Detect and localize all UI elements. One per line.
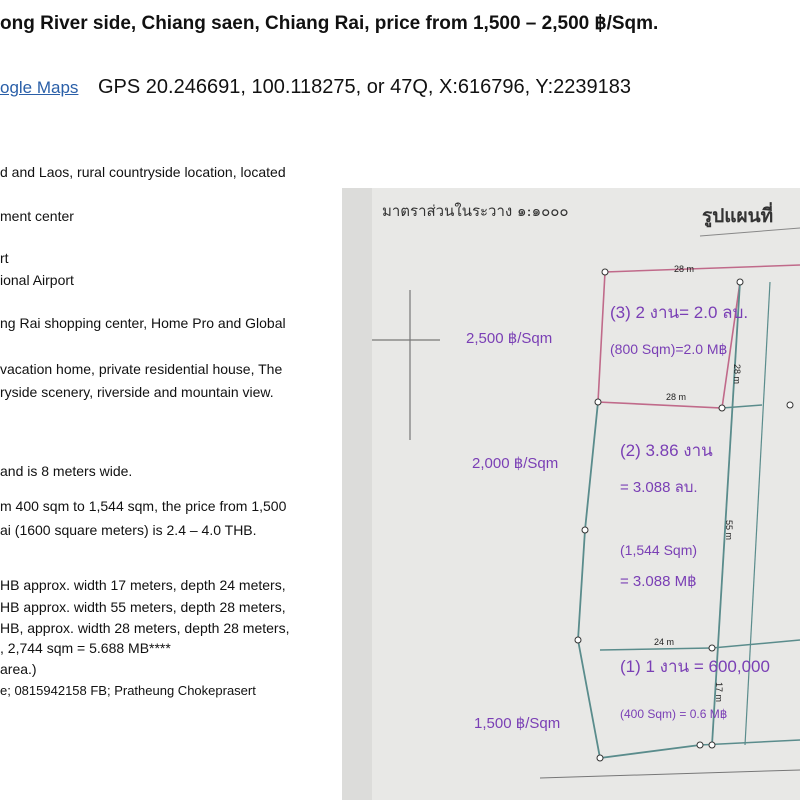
land-survey-map (342, 188, 800, 800)
gps-coordinates: GPS 20.246691, 100.118275, or 47Q, X:616796, Y:2239183 (98, 76, 632, 98)
dimension-label: 28 m (674, 264, 695, 274)
desc-line: HB approx. width 55 meters, depth 28 meters, (0, 599, 286, 615)
desc-line: HB, approx. width 28 meters, depth 28 meters, (0, 620, 290, 636)
dimension-label: 17 m (714, 682, 724, 703)
dimension-label: 55 m (724, 520, 734, 541)
plot1-price: (400 Sqm) = 0.6 M฿ (620, 707, 728, 721)
desc-line: rt (0, 250, 9, 266)
desc-line: vacation home, private residential house, The (0, 361, 283, 377)
dimension-label: 24 m (654, 637, 675, 647)
desc-line: , 2,744 sqm = 5.688 MB**** (0, 640, 171, 656)
dimension-label: 28 m (666, 392, 687, 402)
plot1-label: (1) 1 งาน = 600,000 (620, 657, 770, 676)
plot2-price: = 3.088 M฿ (620, 573, 697, 590)
page-title: ong River side, Chiang saen, Chiang Rai, price from 1,500 – 2,500 ฿/Sqm. (0, 13, 659, 34)
price-label-bottom: 1,500 ฿/Sqm (474, 715, 561, 732)
map-drawing (342, 188, 800, 800)
location-row (0, 76, 631, 99)
desc-line: area.) (0, 661, 37, 677)
desc-line: ment center (0, 208, 74, 224)
plot2-price-thai: = 3.088 ลบ. (620, 479, 698, 496)
plot2-area: (1,544 Sqm) (620, 542, 698, 558)
desc-line: ional Airport (0, 272, 74, 288)
map-scale-text: มาตราส่วนในระวาง ๑:๑๐๐๐ (382, 202, 569, 220)
map-header-text: รูปแผนที่ (702, 205, 774, 227)
dimension-label: 28 m (732, 364, 742, 385)
price-label-mid: 2,000 ฿/Sqm (472, 455, 559, 472)
desc-line: and is 8 meters wide. (0, 463, 133, 479)
desc-line: ai (1600 square meters) is 2.4 – 4.0 THB. (0, 522, 257, 538)
plot2-label: (2) 3.86 งาน (620, 441, 713, 460)
price-label-top: 2,500 ฿/Sqm (466, 330, 553, 347)
google-maps-link[interactable]: ogle Maps (0, 78, 79, 97)
desc-line: m 400 sqm to 1,544 sqm, the price from 1,500 (0, 498, 287, 514)
plot3-label: (3) 2 งาน= 2.0 ลบ. (610, 303, 749, 322)
plot3-price: (800 Sqm)=2.0 M฿ (610, 341, 728, 357)
desc-line: ryside scenery, riverside and mountain view. (0, 384, 274, 400)
desc-line: HB approx. width 17 meters, depth 24 meters, (0, 577, 286, 593)
desc-line: ng Rai shopping center, Home Pro and Global (0, 315, 286, 331)
desc-line: d and Laos, rural countryside location, located (0, 164, 286, 180)
desc-line: e; 0815942158 FB; Pratheung Chokeprasert (0, 683, 256, 698)
